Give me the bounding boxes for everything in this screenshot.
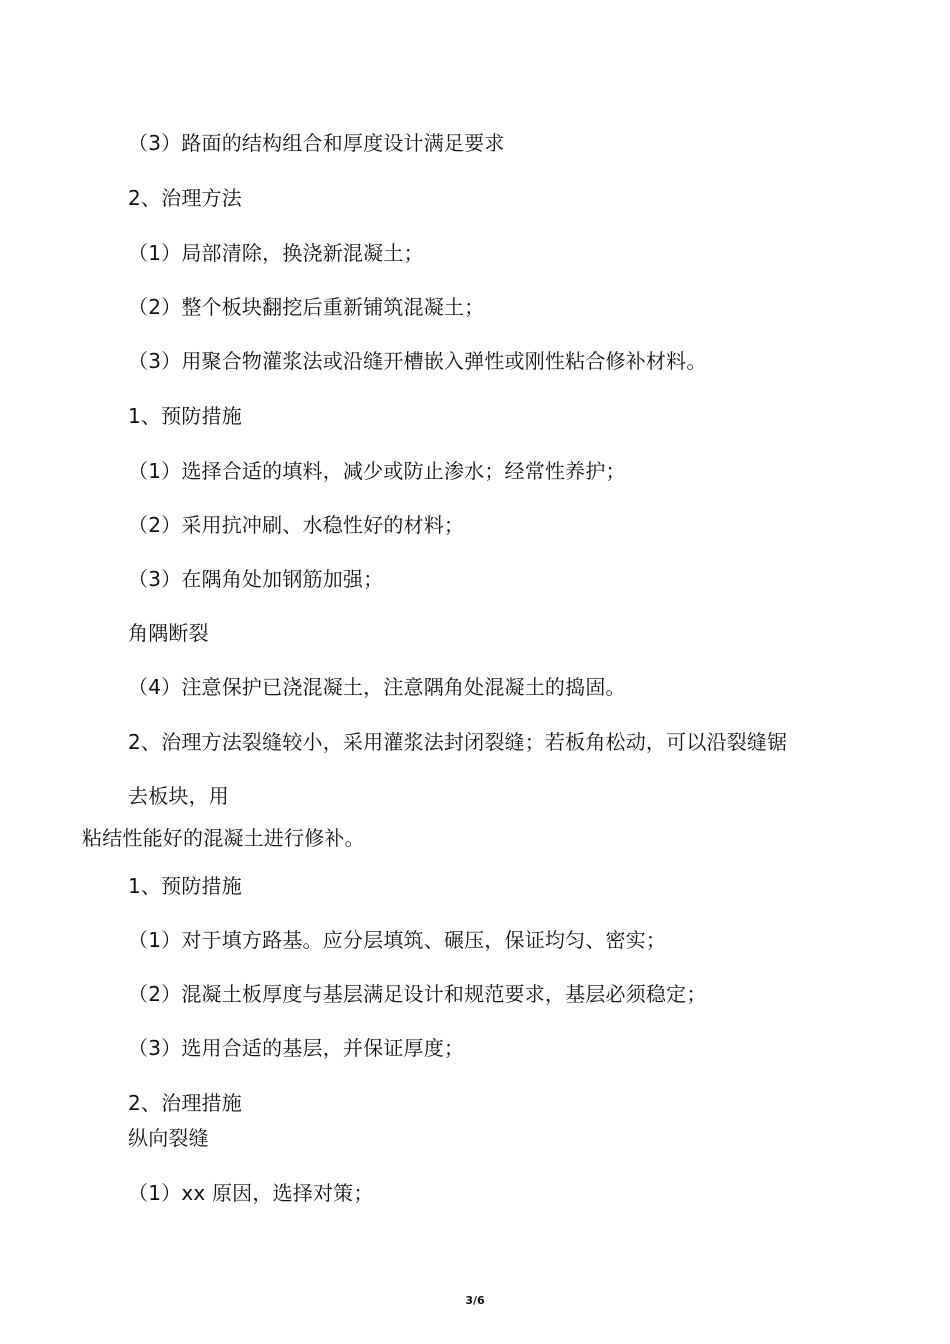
text-line: （1）对于填方路基。应分层填筑、碾压，保证均匀、密实； (128, 928, 667, 952)
text-line: （3）选用合适的基层，并保证厚度； (128, 1036, 465, 1060)
text-line: 2、治理方法裂缝较小，采用灌浆法封闭裂缝；若板角松动，可以沿裂缝锯 (128, 730, 788, 754)
topic-heading: 纵向裂缝 (128, 1126, 209, 1150)
text-line: （1）xx 原因，选择对策； (128, 1181, 374, 1205)
text-line: （2）混凝土板厚度与基层满足设计和规范要求，基层必须稳定； (128, 982, 707, 1006)
section-heading: 1、预防措施 (128, 404, 242, 428)
text-line: （2）整个板块翻挖后重新铺筑混凝土； (128, 295, 485, 319)
text-line: （3）路面的结构组合和厚度设计满足要求 (128, 131, 505, 155)
text-line: 粘结性能好的混凝土进行修补。 (82, 826, 365, 850)
text-line: （3）用聚合物灌浆法或沿缝开槽嵌入弹性或刚性粘合修补材料。 (128, 349, 707, 373)
section-heading: 1、预防措施 (128, 874, 242, 898)
section-heading: 2、治理措施 (128, 1091, 242, 1115)
text-line: 去板块，用 (128, 784, 229, 808)
topic-heading: 角隅断裂 (128, 621, 209, 645)
text-line: （1）选择合适的填料，减少或防止渗水；经常性养护； (128, 459, 626, 483)
section-heading: 2、治理方法 (128, 186, 242, 210)
text-line: （1）局部清除，换浇新混凝土； (128, 241, 424, 265)
page-number: 3/6 (465, 1294, 485, 1307)
text-line: （3）在隅角处加钢筋加强； (128, 567, 384, 591)
text-line: （4）注意保护已浇混凝土，注意隅角处混凝土的捣固。 (128, 675, 626, 699)
text-line: （2）采用抗冲刷、水稳性好的材料； (128, 513, 465, 537)
